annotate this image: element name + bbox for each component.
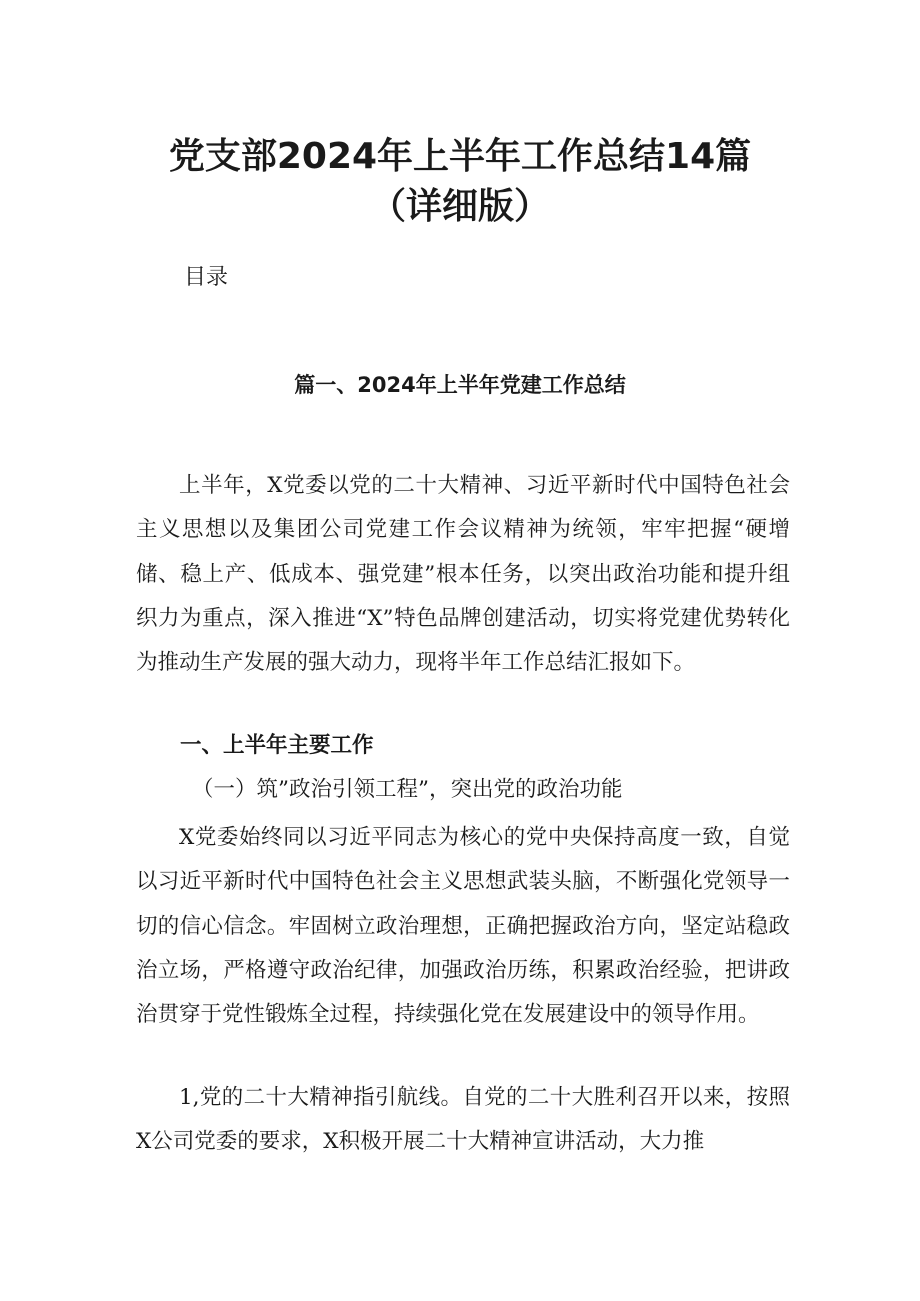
politics-paragraph: X党委始终同以习近平同志为核心的党中央保持高度一致，自觉以习近平新时代中国特色社会主义思想武装头脑，不断强化党领导一切的信心信念。牢固树立政治理想，正确把握政治方向，坚定站稳政治立场，严格遵守政治纪律，加强政治历练，积累政治经验，把讲政治贯穿于党性锻炼全过程，持续强化党在发展建设中的领导作用。: [136, 825, 790, 1028]
intro-paragraph: 上半年，X党委以党的二十大精神、习近平新时代中国特色社会主义思想以及集团公司党建工作会议精神为统领，牢牢把握“硬增储、稳上产、低成本、强党建”根本任务，以突出政治功能和提升组织力为重点，深入推进“X”特色品牌创建活动，切实将党建优势转化为推动生产发展的强大动力，现将半年工作总结汇报如下。: [136, 473, 790, 676]
chapter-heading: 篇一、2024年上半年党建工作总结: [294, 373, 626, 397]
subsection-heading: （一）筑”政治引领工程”，突出党的政治功能: [192, 777, 623, 802]
section-heading: 一、上半年主要工作: [180, 733, 374, 758]
document-title: 党支部2024年上半年工作总结14篇（详细版）: [168, 136, 752, 227]
toc-label: 目录: [184, 265, 229, 290]
item-one-paragraph: 1,党的二十大精神指引航线。自党的二十大胜利召开以来，按照X公司党委的要求，X积极开展二十大精神宣讲活动，大力推: [136, 1085, 790, 1155]
